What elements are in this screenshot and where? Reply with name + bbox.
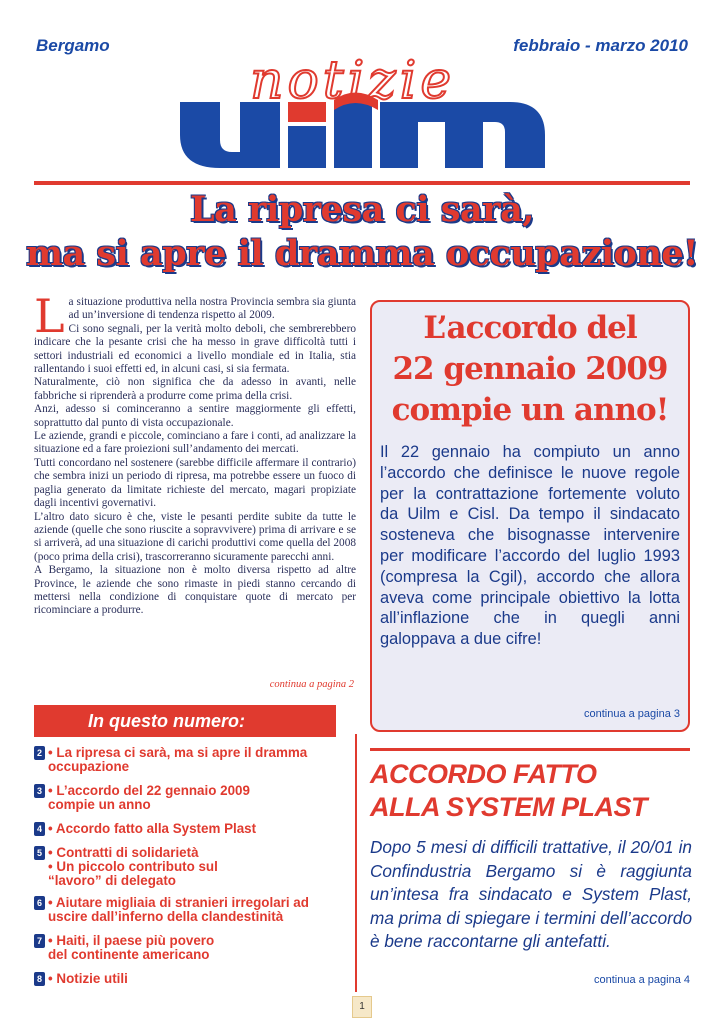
page-badge: 2 bbox=[34, 746, 45, 760]
system-plast-title-line-2: ALLA SYSTEM PLAST bbox=[370, 792, 648, 822]
paragraph: Naturalmente, ciò non significa che da adesso in avanti, nelle fabbriche si riprenderà a produrre come prima della crisi. bbox=[34, 376, 356, 402]
toc-item-line: compie un anno bbox=[48, 797, 151, 812]
toc-item-line: occupazione bbox=[48, 759, 130, 774]
dropcap: L bbox=[34, 289, 65, 343]
section-divider bbox=[370, 748, 690, 751]
accordo-title-line-1: L’accordo del bbox=[423, 310, 637, 346]
toc-item-line: uscire dall’inferno della clandestinità bbox=[48, 909, 284, 924]
toc-item-line: “lavoro” di delegato bbox=[48, 873, 176, 888]
paragraph: Tutti concordano nel sostenere (sarebbe difficile affermare il contrario) che sembra inizi un periodo di ripresa, ma potrebbe essere un fuoco di paglia generato da limitate richieste del mercato, magari propiziate dagli incentivi governativi. bbox=[34, 456, 356, 510]
toc-item-line: • Accordo fatto alla System Plast bbox=[48, 821, 257, 836]
accordo-body: Il 22 gennaio ha compiuto un anno l’accordo che definisce le nuove regole per la contrattazione fortemente voluto da Uilm e Cisl. Da tempo il sindacato sosteneva che bisognasse intervenire per modificare l’accordo del luglio 1993 (compresa la Cgil), accordo che allora aveva come principale obiettivo la lotta all’inflazione che in quegli anni galoppava a due cifre! bbox=[380, 443, 680, 649]
system-plast-body: Dopo 5 mesi di difficili trattative, il 20/01 in Confindustria Bergamo si è raggiunta un’intesa fra sindacato e System Plast, ma prima di spiegare i termini dell’accordo è bene raccontarne gli antefatti. bbox=[370, 837, 692, 952]
toc-item-line: • L’accordo del 22 gennaio 2009 bbox=[48, 783, 250, 798]
issue-location: Bergamo bbox=[36, 36, 110, 55]
accordo-title-line-3: compie un anno! bbox=[391, 392, 669, 428]
page-badge: 3 bbox=[34, 784, 45, 798]
continue-link-page-2[interactable]: continua a pagina 2 bbox=[269, 679, 354, 690]
accordo-title-line-2: 22 gennaio 2009 bbox=[392, 351, 668, 387]
continue-link-page-3[interactable]: continua a pagina 3 bbox=[583, 708, 680, 720]
continue-link-page-4[interactable]: continua a pagina 4 bbox=[593, 974, 690, 986]
masthead-logo bbox=[180, 40, 550, 170]
issue-date: febbraio - marzo 2010 bbox=[513, 36, 688, 55]
paragraph: L’altro dato sicuro è che, viste le pesanti perdite subite da tutte le aziende (quelle che sono riuscite a sopravvivere) prima di arrivare e se si arriverà, ad una situazione di carichi produttivi come quella del 2008 (poco prima della crisi), trascorreranno sicuramente parecchi anni. bbox=[34, 510, 356, 563]
logo-script-text: notizie bbox=[250, 51, 456, 111]
page-badge: 7 bbox=[34, 934, 45, 948]
paragraph: Ci sono segnali, per la verità molto deboli, che sembrerebbero indicare che la pesante crisi che ha messo in grave difficoltà tutti i settori industriali ed economici a livello mondiale ed in Italia, stia rallentando i suoi effetti ed, in alcuni casi, si sia fermata. bbox=[34, 322, 356, 376]
paragraph: Le aziende, grandi e piccole, cominciano a fare i conti, ad analizzare la situazione ed a fare proiezioni sull’andamento dei mercati. bbox=[34, 430, 356, 456]
page-badge: 6 bbox=[34, 896, 45, 910]
paragraph: A Bergamo, la situazione non è molto diversa rispetto ad altre Province, le aziende che sono rimaste in piedi stanno cercando di mettersi nella condizione di conquistare quote di mercato per ricominciare a produrre. bbox=[34, 564, 356, 617]
headline-line-2: ma si apre il dramma occupazione! bbox=[25, 233, 699, 274]
paragraph: a situazione produttiva nella nostra Provincia sembra sia giunta ad un’inversione di tendenza rispetto al 2009. bbox=[68, 296, 356, 322]
page-badge: 8 bbox=[34, 972, 45, 986]
toc-item-line: del continente americano bbox=[48, 947, 210, 962]
accordo-title bbox=[370, 308, 690, 431]
toc-item-line: • Un piccolo contributo sul bbox=[48, 859, 218, 874]
headline-line-1: La ripresa ci sarà, bbox=[190, 189, 534, 230]
toc-title: In questo numero: bbox=[34, 705, 336, 737]
uilm-logo-graphic bbox=[180, 40, 550, 170]
page-number: 1 bbox=[352, 996, 372, 1018]
page-badge: 4 bbox=[34, 822, 45, 836]
system-plast-title-line-1: ACCORDO FATTO bbox=[370, 759, 597, 789]
toc-item-line: • Notizie utili bbox=[48, 971, 128, 986]
toc-item-line: • Aiutare migliaia di stranieri irregolari ad bbox=[48, 895, 309, 910]
toc-divider bbox=[355, 734, 357, 992]
toc-item-line: • La ripresa ci sarà, ma si apre il dramma bbox=[48, 745, 308, 760]
paragraph: Anzi, adesso si cominceranno a sentire maggiormente gli effetti, soprattutto dal punto di vista occupazionale. bbox=[34, 403, 356, 429]
top-divider bbox=[34, 181, 690, 185]
main-headline bbox=[20, 188, 704, 276]
system-plast-title bbox=[370, 758, 700, 824]
page-badge: 5 bbox=[34, 846, 45, 860]
toc-item-line: • Haiti, il paese più povero bbox=[48, 933, 215, 948]
main-article-body bbox=[34, 289, 356, 618]
toc-item-line: • Contratti di solidarietà bbox=[48, 845, 199, 860]
